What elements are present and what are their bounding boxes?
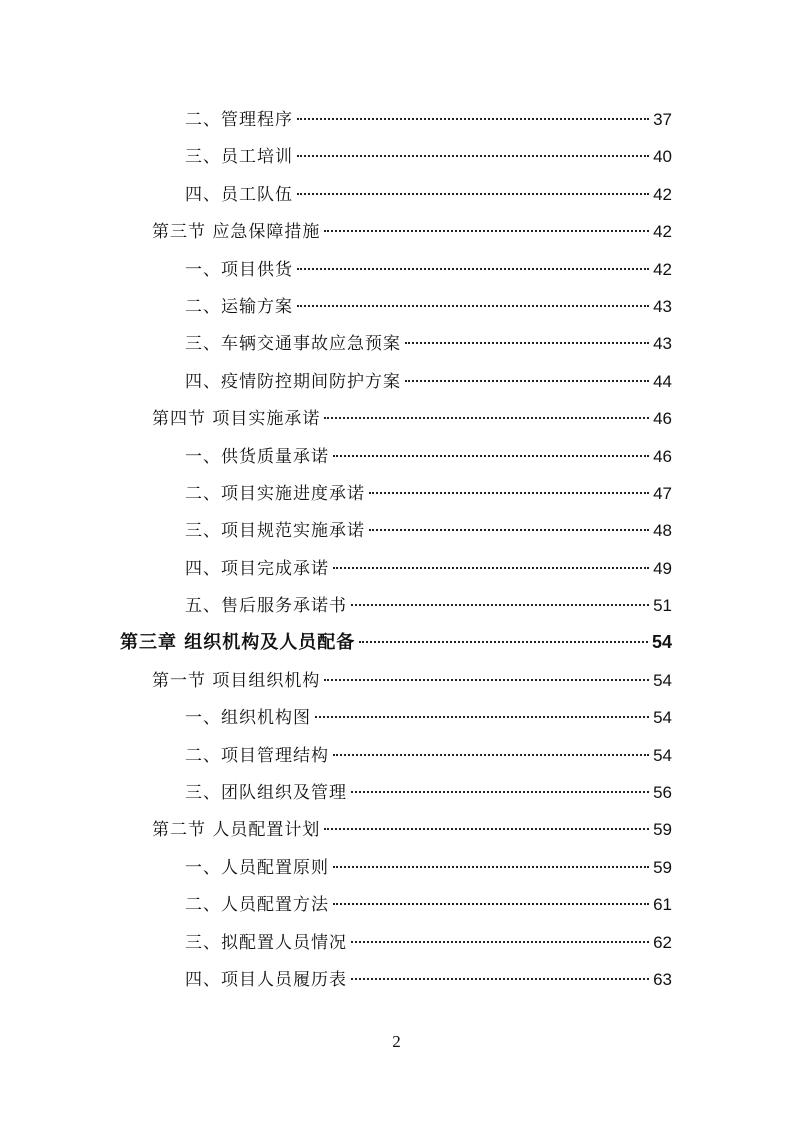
toc-leader-dots xyxy=(333,866,649,868)
toc-leader-dots xyxy=(324,679,649,681)
page-number: 2 xyxy=(392,1032,401,1051)
toc-entry-page: 49 xyxy=(653,558,672,578)
toc-entry[interactable] xyxy=(0,288,793,325)
toc-entry[interactable] xyxy=(0,438,793,475)
toc-leader-dots xyxy=(351,791,649,793)
toc-leader-dots xyxy=(351,941,649,943)
toc-entry-title: 五、售后服务承诺书 xyxy=(185,596,347,617)
toc-entry-page: 62 xyxy=(653,932,672,952)
toc-entry-title: 第四节 项目实施承诺 xyxy=(152,409,321,430)
toc-entry[interactable] xyxy=(0,961,793,998)
toc-entry-page: 59 xyxy=(653,857,672,877)
toc-leader-dots xyxy=(369,492,649,494)
toc-entry[interactable] xyxy=(0,587,793,624)
toc-entry-page: 43 xyxy=(653,296,672,316)
toc-entry-page: 42 xyxy=(653,259,672,279)
toc-entry-page: 54 xyxy=(653,670,672,690)
toc-leader-dots xyxy=(324,230,649,232)
toc-entry[interactable] xyxy=(0,138,793,175)
toc-entry-title: 一、项目供货 xyxy=(185,259,293,280)
toc-leader-dots xyxy=(333,903,649,905)
toc-entry[interactable] xyxy=(0,811,793,848)
toc-entry[interactable] xyxy=(0,101,793,138)
toc-entry-title: 一、供货质量承诺 xyxy=(185,446,329,467)
toc-entry-title: 一、组织机构图 xyxy=(185,708,311,729)
toc-leader-dots xyxy=(333,567,649,569)
toc-leader-dots xyxy=(315,716,649,718)
toc-leader-dots xyxy=(297,118,649,120)
toc-entry-page: 56 xyxy=(653,783,672,803)
toc-entry[interactable] xyxy=(0,213,793,250)
toc-leader-dots xyxy=(405,380,649,382)
toc-entry[interactable] xyxy=(0,512,793,549)
toc-entry[interactable] xyxy=(0,849,793,886)
toc-entry-page: 37 xyxy=(653,110,672,129)
toc-leader-dots xyxy=(351,978,649,980)
toc-entry-page: 47 xyxy=(653,483,672,503)
toc-entry[interactable] xyxy=(0,662,793,699)
toc-entry-title: 二、项目实施进度承诺 xyxy=(185,483,365,504)
toc-entry-title: 第三节 应急保障措施 xyxy=(152,222,321,243)
toc-entry-title: 四、项目完成承诺 xyxy=(185,558,329,579)
toc-leader-dots xyxy=(297,305,649,307)
toc-entry-title: 四、项目人员履历表 xyxy=(185,969,347,990)
toc-entry-title: 二、人员配置方法 xyxy=(185,895,329,916)
toc-entry-title: 三、员工培训 xyxy=(185,147,293,168)
toc-leader-dots xyxy=(359,641,648,643)
toc-entry-page: 40 xyxy=(653,147,672,167)
toc-leader-dots xyxy=(324,417,649,419)
toc-entry-title: 二、运输方案 xyxy=(185,296,293,317)
toc-entry[interactable] xyxy=(0,400,793,437)
toc-entry-title: 第三章 组织机构及人员配备 xyxy=(120,632,356,654)
toc-entry[interactable] xyxy=(0,886,793,923)
toc-entry[interactable] xyxy=(0,737,793,774)
toc-entry-page: 63 xyxy=(653,969,672,989)
toc-entry-page: 51 xyxy=(653,596,672,616)
toc-entry-page: 54 xyxy=(653,745,672,765)
toc-entry[interactable] xyxy=(0,550,793,587)
toc-entry-title: 三、车辆交通事故应急预案 xyxy=(185,334,401,355)
toc-entry[interactable] xyxy=(0,363,793,400)
toc-entry-title: 一、人员配置原则 xyxy=(185,857,329,878)
toc-entry-title: 第二节 人员配置计划 xyxy=(152,820,321,841)
toc-entry[interactable] xyxy=(0,325,793,362)
toc-leader-dots xyxy=(297,155,649,157)
toc-leader-dots xyxy=(405,342,649,344)
toc-entry-title: 二、项目管理结构 xyxy=(185,745,329,766)
toc-entry[interactable] xyxy=(0,176,793,213)
toc-leader-dots xyxy=(333,455,649,457)
toc-entry-title: 二、管理程序 xyxy=(185,110,293,130)
toc-entry-page: 43 xyxy=(653,334,672,354)
toc-entry[interactable] xyxy=(0,774,793,811)
toc-entry-page: 44 xyxy=(653,371,672,391)
toc-leader-dots xyxy=(351,604,649,606)
toc-entry-title: 四、员工队伍 xyxy=(185,184,293,205)
toc-entry-page: 54 xyxy=(651,632,672,653)
toc-entry-page: 48 xyxy=(653,521,672,541)
toc-entry-page: 54 xyxy=(653,708,672,728)
table-of-contents xyxy=(0,101,793,998)
toc-entry[interactable] xyxy=(0,251,793,288)
toc-leader-dots xyxy=(324,828,649,830)
toc-entry-title: 四、疫情防控期间防护方案 xyxy=(185,371,401,392)
toc-entry-page: 61 xyxy=(653,895,672,915)
toc-entry-page: 46 xyxy=(653,409,672,429)
toc-leader-dots xyxy=(369,529,649,531)
toc-entry-title: 三、项目规范实施承诺 xyxy=(185,521,365,542)
toc-leader-dots xyxy=(297,193,649,195)
toc-entry[interactable] xyxy=(0,624,793,661)
toc-entry-title: 第一节 项目组织机构 xyxy=(152,670,321,691)
toc-entry[interactable] xyxy=(0,924,793,961)
toc-entry-page: 46 xyxy=(653,446,672,466)
toc-entry[interactable] xyxy=(0,699,793,736)
toc-leader-dots xyxy=(297,268,649,270)
toc-leader-dots xyxy=(333,754,649,756)
toc-entry-page: 42 xyxy=(653,184,672,204)
toc-entry-title: 三、团队组织及管理 xyxy=(185,783,347,804)
toc-entry-title: 三、拟配置人员情况 xyxy=(185,932,347,953)
toc-entry-page: 59 xyxy=(653,820,672,840)
toc-entry[interactable] xyxy=(0,475,793,512)
toc-entry-page: 42 xyxy=(653,222,672,242)
